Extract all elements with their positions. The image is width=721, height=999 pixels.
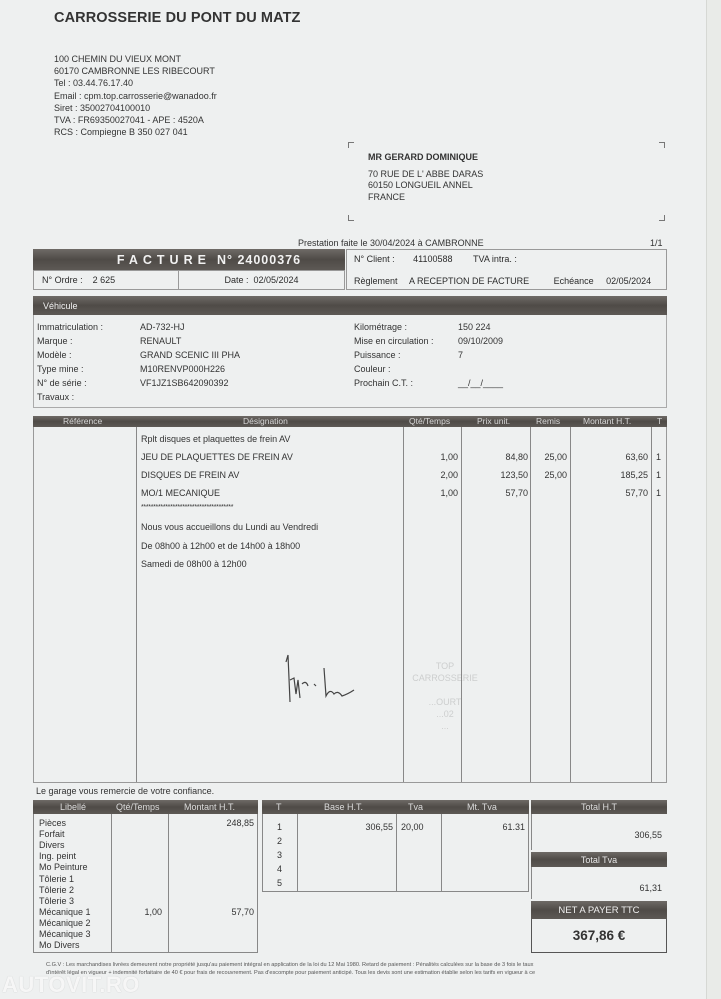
item-discount: 25,00 bbox=[544, 470, 567, 480]
total-vat-value: 61,31 bbox=[639, 883, 662, 893]
company-name: CARROSSERIE DU PONT DU MATZ bbox=[54, 10, 301, 26]
item-unit-price: 84,80 bbox=[505, 452, 528, 462]
items-table-header bbox=[33, 416, 667, 427]
stamp-line bbox=[400, 684, 490, 696]
item-qty: 1,00 bbox=[440, 488, 458, 498]
stamp-line: ...OURT bbox=[428, 697, 462, 707]
company-stamp bbox=[400, 660, 490, 770]
col-tax-code: T bbox=[276, 802, 282, 812]
invoice-title: FACTURE bbox=[116, 252, 211, 267]
stamp-line: CARROSSERIE bbox=[412, 673, 478, 683]
item-amount: 63,60 bbox=[625, 452, 648, 462]
thanks-message: Le garage vous remercie de votre confiance. bbox=[36, 786, 215, 796]
item-tax-code: 1 bbox=[656, 470, 662, 480]
col-amount: Montant H.T. bbox=[184, 802, 236, 812]
item-qty: 2,00 bbox=[440, 470, 458, 480]
item-designation: DISQUES DE FREIN AV bbox=[141, 470, 240, 480]
total-ht-value: 306,55 bbox=[634, 830, 662, 840]
vat-code: 1 bbox=[277, 822, 283, 832]
corner-mark bbox=[659, 142, 665, 148]
vehicle-first-registration: 09/10/2009 bbox=[458, 336, 504, 346]
stamp-line: ...02 bbox=[436, 709, 454, 719]
recap-label: Pièces bbox=[39, 818, 67, 828]
watermark-logo: AUTOVIT.RO bbox=[2, 972, 140, 997]
total-ht-header: Total H.T bbox=[531, 800, 667, 814]
item-designation: De 08h00 à 12h00 et de 14h00 à 18h00 bbox=[141, 541, 301, 551]
vehicle-section-title: Véhicule bbox=[43, 300, 78, 311]
due-date-label: Echéance bbox=[553, 276, 594, 286]
recap-label: Tôlerie 3 bbox=[39, 896, 75, 906]
vat-amount: 61.31 bbox=[502, 822, 525, 832]
vehicle-model: GRAND SCENIC III PHA bbox=[140, 350, 241, 360]
invoice-number: N° 24000376 bbox=[216, 252, 302, 267]
vehicle-label: Type mine : bbox=[37, 364, 84, 374]
company-tel: Tel : 03.44.76.17.40 bbox=[54, 78, 134, 89]
divider bbox=[111, 814, 112, 952]
divider bbox=[297, 814, 298, 891]
vehicle-label: Couleur : bbox=[354, 364, 391, 374]
col-qty: Qté/Temps bbox=[409, 416, 451, 426]
client-name: MR GERARD DOMINIQUE bbox=[368, 152, 478, 162]
divider bbox=[396, 814, 397, 891]
company-siret: Siret : 35002704100010 bbox=[54, 102, 151, 113]
date-label: Date : bbox=[224, 275, 249, 285]
payment-row bbox=[354, 276, 651, 286]
divider bbox=[651, 427, 652, 782]
vat-base: 306,55 bbox=[365, 822, 393, 832]
prestation-line: Prestation faite le 30/04/2024 à CAMBRONNE bbox=[298, 238, 484, 248]
item-designation: Samedi de 08h00 à 12h00 bbox=[141, 559, 247, 569]
vehicle-label: Marque : bbox=[37, 336, 73, 346]
col-tax-code: T bbox=[657, 416, 663, 426]
total-ht-box bbox=[531, 814, 667, 850]
company-address-line1: 100 CHEMIN DU VIEUX MONT bbox=[54, 54, 182, 64]
client-number-value: 41100588 bbox=[413, 254, 453, 264]
vehicle-label: Immatriculation : bbox=[37, 322, 104, 332]
order-box bbox=[33, 270, 345, 290]
vehicle-label: N° de série : bbox=[37, 378, 87, 388]
vehicle-type-mine: M10RENVP000H226 bbox=[140, 364, 226, 374]
col-discount: Remis bbox=[536, 416, 561, 426]
vehicle-mileage: 150 224 bbox=[458, 322, 491, 332]
vat-code: 5 bbox=[277, 878, 283, 888]
client-address bbox=[368, 152, 483, 203]
item-qty: 1,00 bbox=[440, 452, 458, 462]
divider bbox=[530, 427, 531, 782]
terms-and-conditions bbox=[46, 962, 676, 977]
client-country: FRANCE bbox=[368, 191, 406, 202]
recap-table-header bbox=[33, 800, 258, 814]
vehicle-make: RENAULT bbox=[140, 336, 182, 346]
col-vat-amount: Mt. Tva bbox=[467, 802, 497, 812]
item-tax-code: 1 bbox=[656, 452, 662, 462]
company-address-line2: 60170 CAMBRONNE LES RIBECOURT bbox=[54, 66, 215, 77]
vehicle-label: Kilométrage : bbox=[354, 322, 408, 332]
col-rate: Tva bbox=[408, 802, 424, 812]
company-email: Email : cpm.top.carrosserie@wanadoo.fr bbox=[54, 90, 217, 101]
recap-label: Ing. peint bbox=[39, 851, 77, 861]
recap-label: Tôlerie 2 bbox=[39, 885, 75, 895]
recap-qty: 1,00 bbox=[144, 907, 162, 917]
vehicle-label: Travaux : bbox=[37, 392, 75, 402]
invoice-title-bar bbox=[33, 249, 345, 270]
vehicle-label: Puissance : bbox=[354, 350, 401, 360]
recap-label: Mo Peinture bbox=[39, 862, 88, 872]
item-designation: Rplt disques et plaquettes de frein AV bbox=[141, 434, 291, 444]
recap-label: Tôlerie 1 bbox=[39, 874, 75, 884]
item-amount: 57,70 bbox=[625, 488, 648, 498]
vat-code: 4 bbox=[277, 864, 283, 874]
col-unit-price: Prix unit. bbox=[477, 416, 511, 426]
vehicle-label: Prochain C.T. : bbox=[354, 378, 414, 388]
net-to-pay-value: 367,86 € bbox=[531, 919, 667, 953]
vat-table-header bbox=[262, 800, 529, 814]
recap-label: Mo Divers bbox=[39, 940, 80, 950]
recap-label: Mécanique 2 bbox=[39, 918, 91, 928]
item-designation: JEU DE PLAQUETTES DE FREIN AV bbox=[141, 452, 293, 462]
order-label: N° Ordre : bbox=[42, 275, 83, 285]
item-amount: 185,25 bbox=[620, 470, 648, 480]
vehicle-registration: AD-732-HJ bbox=[140, 322, 185, 332]
recap-table bbox=[33, 814, 258, 953]
client-address-line2: 60150 LONGUEIL ANNEL bbox=[368, 180, 473, 190]
corner-mark bbox=[348, 215, 354, 221]
date-value: 02/05/2024 bbox=[253, 275, 299, 285]
vehicle-section-header bbox=[33, 296, 667, 315]
recap-label: Mécanique 3 bbox=[39, 929, 91, 939]
col-base: Base H.T. bbox=[324, 802, 364, 812]
item-tax-code: 1 bbox=[656, 488, 662, 498]
recap-label: Mécanique 1 bbox=[39, 907, 91, 917]
vehicle-label: Modèle : bbox=[37, 350, 72, 360]
vehicle-vin: VF1JZ1SB642090392 bbox=[140, 378, 229, 388]
col-label: Libellé bbox=[60, 802, 87, 812]
col-amount: Montant H.T. bbox=[583, 416, 632, 426]
items-table bbox=[33, 427, 667, 783]
net-to-pay-header: NET A PAYER TTC bbox=[531, 901, 667, 919]
item-designation: Nous vous accueillons du Lundi au Vendredi bbox=[141, 522, 319, 532]
recap-amount: 248,85 bbox=[226, 818, 254, 828]
total-vat-box bbox=[531, 867, 667, 899]
item-discount: 25,00 bbox=[544, 452, 567, 462]
vehicle-power: 7 bbox=[458, 350, 464, 360]
item-separator: ************************************** bbox=[141, 504, 234, 511]
due-date-value: 02/05/2024 bbox=[606, 276, 652, 286]
col-reference: Référence bbox=[63, 416, 103, 426]
divider bbox=[441, 814, 442, 891]
vat-code: 3 bbox=[277, 850, 283, 860]
recap-label: Divers bbox=[39, 840, 65, 850]
col-designation: Désignation bbox=[243, 416, 288, 426]
vehicle-info-box bbox=[33, 315, 667, 408]
signature-icon bbox=[280, 650, 390, 720]
tva-intra-label: TVA intra. : bbox=[473, 254, 517, 264]
total-vat-header: Total Tva bbox=[531, 852, 667, 867]
recap-label: Forfait bbox=[39, 829, 65, 839]
client-number-row bbox=[354, 254, 517, 264]
company-rcs: RCS : Compiegne B 350 027 041 bbox=[54, 127, 188, 138]
order-cell bbox=[34, 271, 179, 289]
item-unit-price: 57,70 bbox=[505, 488, 528, 498]
divider bbox=[168, 814, 169, 952]
corner-mark bbox=[348, 142, 354, 148]
vehicle-next-inspection: __/__/____ bbox=[458, 378, 504, 388]
vat-code: 2 bbox=[277, 836, 283, 846]
client-address-line1: 70 RUE DE L' ABBE DARAS bbox=[368, 168, 484, 179]
client-info-box bbox=[346, 249, 667, 290]
divider bbox=[570, 427, 571, 782]
terms-line: C.G.V : Les marchandises livrées demeurent notre propriété jusqu'au paiement intégral en application de la loi du 12 Mai 1980. Retard de paiement : Pénalités calculées sur la base de 3 fois le taux bbox=[46, 962, 534, 968]
vat-table bbox=[262, 814, 529, 892]
corner-mark bbox=[659, 215, 665, 221]
recap-amount: 57,70 bbox=[231, 907, 254, 917]
company-info bbox=[54, 53, 217, 138]
vehicle-label: Mise en circulation : bbox=[354, 336, 434, 346]
stamp-line: TOP bbox=[435, 661, 455, 671]
vat-rate: 20,00 bbox=[401, 822, 424, 832]
page-number: 1/1 bbox=[650, 238, 663, 248]
client-number-label: N° Client : bbox=[354, 254, 395, 264]
order-value: 2 625 bbox=[92, 275, 116, 285]
item-unit-price: 123,50 bbox=[500, 470, 528, 480]
payment-value: A RECEPTION DE FACTURE bbox=[409, 276, 530, 286]
stamp-line: ... bbox=[441, 721, 449, 731]
terms-line: d'intérêt légal en vigueur + indemnité forfaitaire de 40 € pour frais de recouvrement. Pas d'escompte pour paiement anticipé. Tous les devis sont une estimation établie selon les tarifs en vigueur à ce bbox=[46, 969, 536, 976]
payment-label: Règlement bbox=[354, 276, 398, 286]
item-designation: MO/1 MECANIQUE bbox=[141, 488, 221, 498]
company-tva: TVA : FR69350027041 - APE : 4520A bbox=[54, 115, 204, 126]
col-qty: Qté/Temps bbox=[116, 802, 160, 812]
divider bbox=[136, 427, 137, 782]
date-cell bbox=[179, 275, 344, 285]
